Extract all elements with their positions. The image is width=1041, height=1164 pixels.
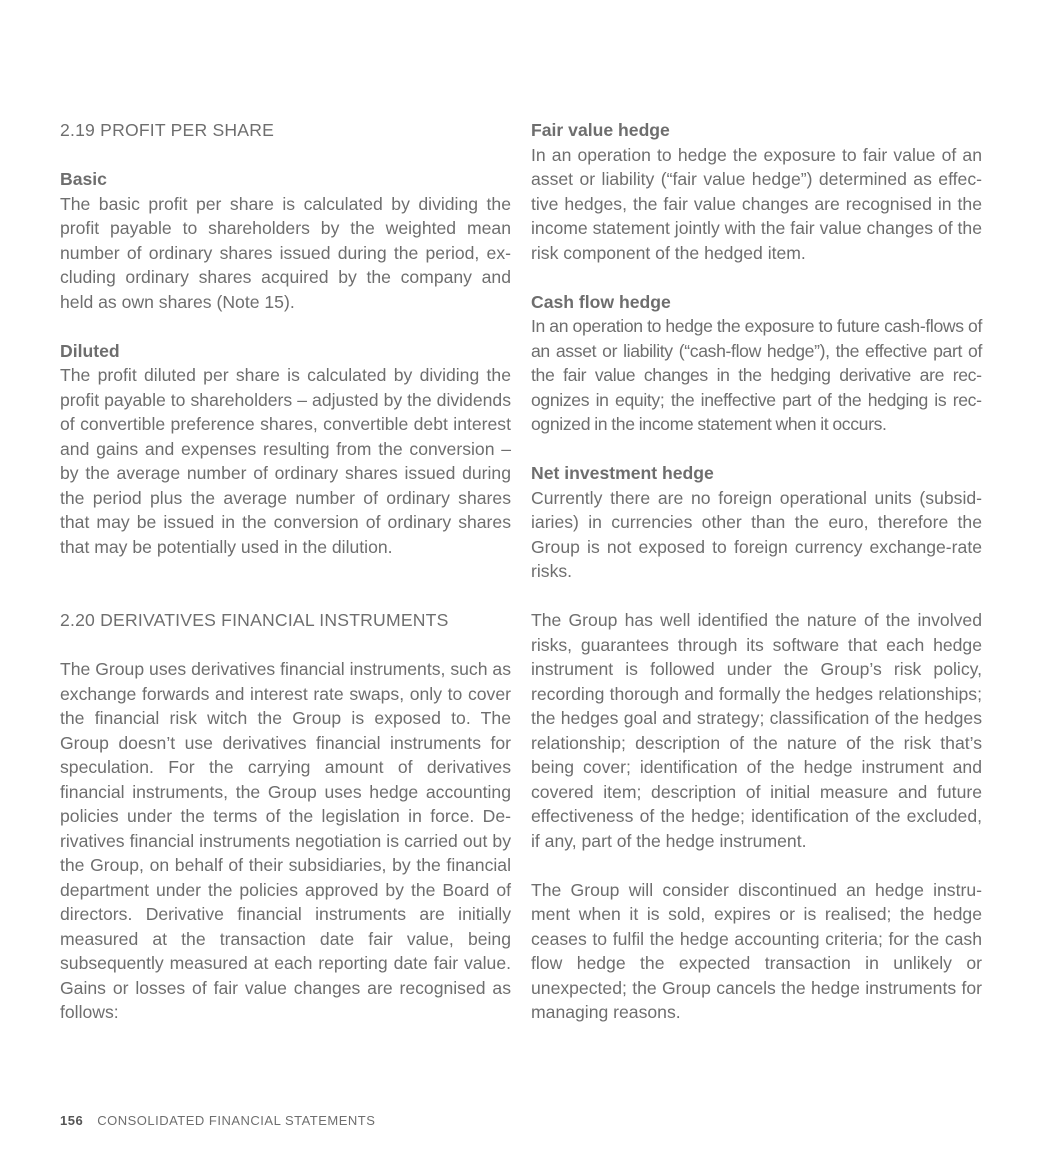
hedge-discontinued-paragraph: The Group will consider discontinued an hedge instrument when it is sold, expires or is realised; the hedge ceases to fulfil the hedge accounting criteria; for the cash flow hedge the expected transaction in unlikely or unexpected; the Group cancels the hedge instruments for managing reasons. — [531, 879, 982, 1022]
left-column — [60, 118, 511, 1025]
section-title-derivatives: 2.20 DERIVATIVES FINANCIAL INSTRUMENTS — [60, 610, 449, 630]
fair-value-hedge-heading: Fair value hedge — [531, 120, 670, 140]
cash-flow-hedge-paragraph: In an operation to hedge the exposure to future cash-flows of an asset or liability (“cash-flow hedge”), the effective part of the fair value changes in the hedging derivative are recognizes in equity; the ineffective part of the hedging is recognized in the income statement when it occurs. — [531, 316, 982, 434]
derivatives-paragraph: The Group uses derivatives financial instruments, such as exchange forwards and interest rate swaps, only to cover the financial risk witch the Group is exposed to. The Group doesn’t use derivatives financial instruments for speculation. For the carrying amount of derivatives financial instruments, the Group uses hedge accounting policies under the terms of the legislation in force. Derivatives financial instruments negotiation is carried out by the Group, on behalf of their subsidiaries, by the financial department under the policies approved by the Board of directors. Derivative financial instruments are initially measured at the transaction date fair value, being subsequently measured at each reporting date fair value. Gains or losses of fair value changes are recognised as follows: — [60, 659, 511, 1022]
hedge-identification-paragraph: The Group has well identified the nature of the involved risks, guarantees through its software that each hedge instrument is followed under the Group’s risk policy, recording thorough and formally the hedges relationships; the hedges goal and strategy; classification of the hedges relationship; description of the nature of the risk that’s being cover; identification of the hedge instrument and covered item; description of initial measure and future effectiveness of the hedge; identification of the excluded, if any, part of the hedge instrument. — [531, 610, 982, 851]
fair-value-hedge-paragraph: In an operation to hedge the exposure to fair value of an asset or liability (“fair value hedge”) determined as effective hedges, the fair value changes are recognised in the income statement jointly with the fair value changes of the risk component of the hedged item. — [531, 144, 982, 263]
net-investment-hedge-paragraph: Currently there are no foreign operational units (subsidiaries) in currencies other than the euro, therefore the Group is not exposed to foreign currency exchange-rate risks. — [531, 487, 982, 581]
basic-heading: Basic — [60, 169, 107, 189]
diluted-paragraph: The profit diluted per share is calculated by dividing the profit payable to shareholders – adjusted by the dividends of convertible preference shares, convertible debt interest and gains and expenses resulting from the conversion – by the average number of ordinary shares issued during the period plus the average number of ordinary shares that may be issued in the conversion of ordinary shares that may be potentially used in the dilution. — [60, 365, 511, 557]
basic-paragraph: The basic profit per share is calculated by dividing the profit payable to shareholders by the weighted mean number of ordinary shares issued during the period, excluding ordinary shares acquired by the company and held as own shares (Note 15). — [60, 193, 511, 312]
net-investment-hedge-heading: Net investment hedge — [531, 463, 714, 483]
page-footer — [60, 1113, 375, 1129]
section-title-profit-per-share: 2.19 PROFIT PER SHARE — [60, 120, 275, 140]
cash-flow-hedge-heading: Cash flow hedge — [531, 291, 671, 312]
page-number: 156 — [60, 1113, 84, 1128]
footer-section-title: CONSOLIDATED FINANCIAL STATEMENTS — [97, 1113, 376, 1128]
diluted-heading: Diluted — [60, 340, 120, 361]
right-column — [531, 118, 982, 1025]
